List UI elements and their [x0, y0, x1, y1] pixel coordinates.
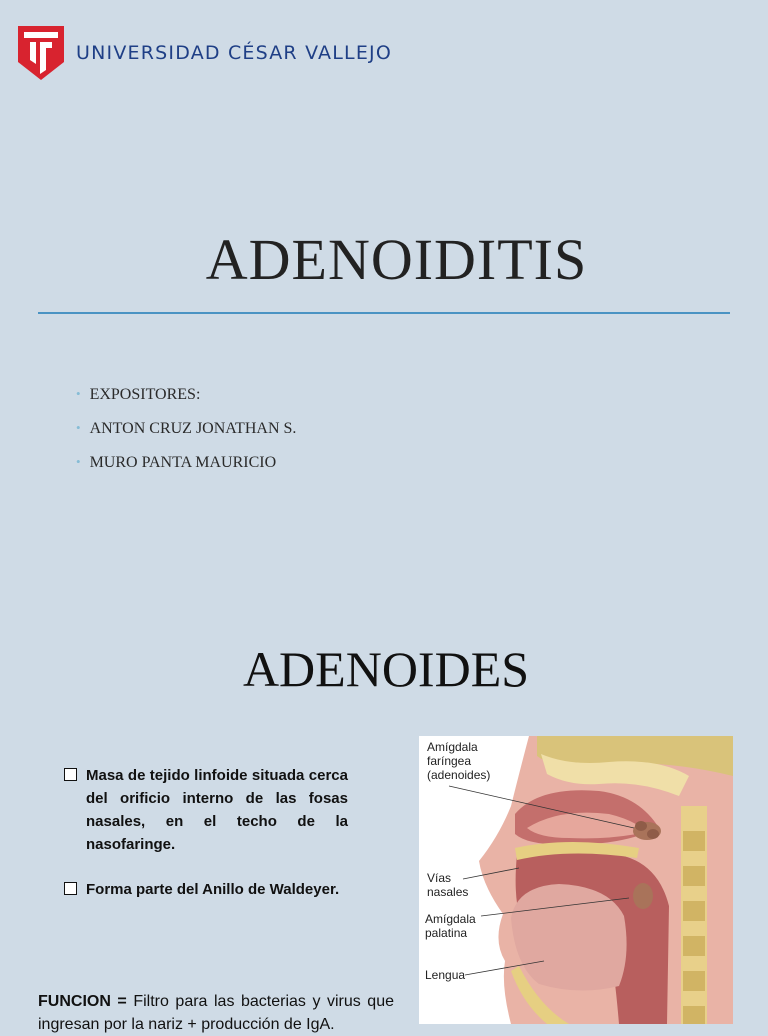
list-item: • ANTON CRUZ JONATHAN S. — [76, 420, 297, 437]
ucv-shield-logo-icon — [16, 24, 66, 82]
function-text: Filtro para las bacterias y virus que ingresan por la nariz + producción de IgA. — [38, 993, 395, 1033]
bullet-dot-icon: • — [76, 386, 81, 401]
bullet-dot-icon: • — [76, 454, 81, 469]
checkbox-bullet-icon — [64, 882, 77, 895]
function-label: FUNCION = — [38, 993, 127, 1010]
definition-points — [62, 764, 348, 901]
title-divider — [38, 312, 730, 314]
university-logo — [16, 24, 392, 82]
anatomy-illustration — [419, 736, 733, 1024]
bullet-dot-icon: • — [76, 420, 81, 435]
list-item: • MURO PANTA MAURICIO — [76, 454, 277, 471]
definition-point: Forma parte del Anillo de Waldeyer. — [62, 878, 348, 901]
function-paragraph — [38, 990, 394, 1036]
university-name: UNIVERSIDAD CÉSAR VALLEJO — [76, 42, 392, 64]
list-item: • EXPOSITORES: — [76, 386, 201, 403]
presenters-list — [76, 378, 296, 480]
label-vias-nasales: Vías nasales — [427, 871, 469, 899]
label-amigdala-faringea: Amígdala faríngea (adenoides) — [427, 740, 491, 782]
slide-title: ADENOIDITIS — [205, 227, 588, 292]
label-lengua: Lengua — [425, 968, 466, 982]
checkbox-bullet-icon — [64, 768, 77, 781]
section-title: ADENOIDES — [242, 641, 530, 697]
definition-point: Masa de tejido linfoide situada cerca del orificio interno de las fosas nasales, en el techo de la nasofaringe. — [62, 764, 348, 856]
label-amigdala-palatina: Amígdala palatina — [425, 912, 476, 940]
